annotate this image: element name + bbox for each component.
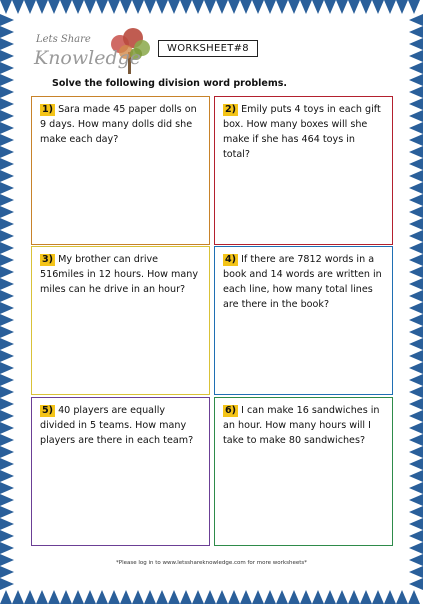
problem-text: I can make 16 sandwiches in an hour. How many hours will I take to make 80 sandwiches? — [223, 405, 380, 446]
problem-number: 2) — [225, 104, 237, 115]
logo-line2: Knowledge — [34, 47, 142, 69]
problem-number: 4) — [225, 254, 237, 265]
logo — [30, 22, 155, 80]
problem-text: My brother can drive 516miles in 12 hours. How many miles can he drive in an hour? — [40, 254, 199, 295]
instruction-text: Solve the following division word problems. — [52, 78, 288, 89]
problem-card-4 — [214, 246, 393, 395]
worksheet-title: WORKSHEET#8 — [158, 40, 258, 57]
logo-line1: Lets Share — [36, 34, 91, 45]
problem-number: 6) — [225, 405, 237, 416]
problem-card-6 — [214, 397, 393, 546]
problem-card-1 — [31, 96, 210, 245]
problem-card-5 — [31, 397, 210, 546]
problem-text: Emily puts 4 toys in each gift box. How many boxes will she make if she has 464 toys in total? — [223, 104, 381, 160]
problem-text: Sara made 45 paper dolls on 9 days. How many dolls did she make each day? — [40, 104, 197, 145]
problem-card-3 — [31, 246, 210, 395]
problem-text: If there are 7812 words in a book and 14 words are written in each line, how many total lines are there in the book? — [223, 254, 382, 310]
problem-number: 5) — [42, 405, 54, 416]
problem-card-2 — [214, 96, 393, 245]
problem-number: 3) — [42, 254, 54, 265]
problem-number: 1) — [42, 104, 54, 115]
footer-note: *Please log in to www.letsshareknowledge.com for more worksheets* — [116, 560, 307, 566]
problem-text: 40 players are equally divided in 5 teams. How many players are there in each team? — [40, 405, 194, 446]
